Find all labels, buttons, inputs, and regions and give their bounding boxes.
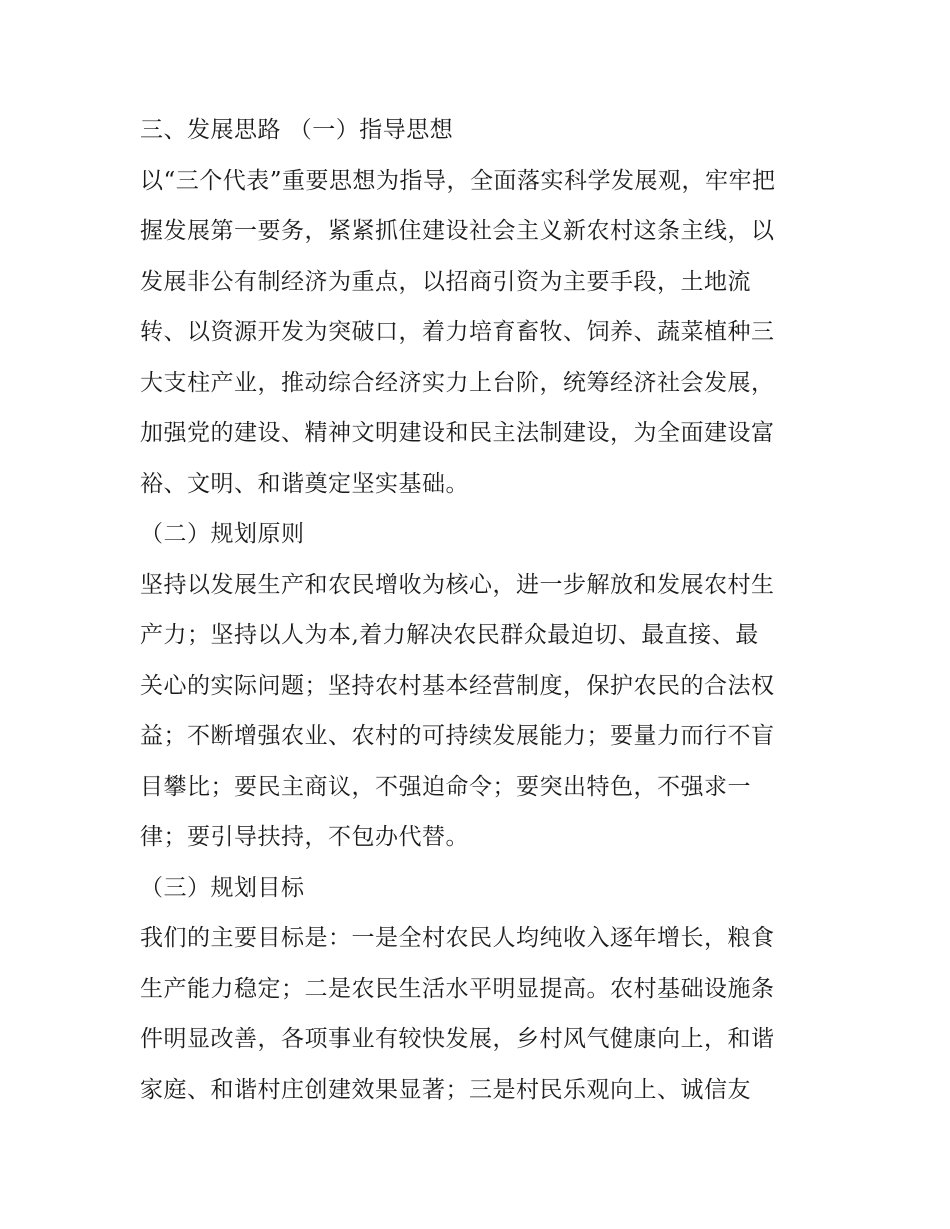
- paragraph-line: 大支柱产业，推动综合经济实力上台阶，统筹经济社会发展，: [140, 370, 775, 396]
- paragraph-line: 律；要引导扶持，不包办代替。: [140, 824, 469, 850]
- paragraph-line: 坚持以发展生产和农民增收为核心，进一步解放和发展农村生: [140, 572, 775, 598]
- section-heading-guiding-thought: 三、发展思路 （一）指导思想: [140, 117, 454, 143]
- paragraph-line: 生产能力稳定；二是农民生活水平明显提高。农村基础设施条: [140, 976, 775, 1002]
- paragraph-line: 件明显改善，各项事业有较快发展，乡村风气健康向上，和谐: [140, 1026, 775, 1052]
- paragraph-line: 家庭、和谐村庄创建效果显著；三是村民乐观向上、诚信友: [140, 1077, 751, 1103]
- paragraph-line: 转、以资源开发为突破口，着力培育畜牧、饲养、蔬菜植种三: [140, 319, 775, 345]
- paragraph-line: 裕、文明、和谐奠定坚实基础。: [140, 471, 469, 497]
- paragraph-line: 我们的主要目标是：一是全村农民人均纯收入逐年增长，粮食: [140, 925, 775, 951]
- paragraph-line: 益；不断增强农业、农村的可持续发展能力；要量力而行不盲: [140, 723, 775, 749]
- paragraph-line: 目攀比；要民主商议，不强迫命令；要突出特色，不强求一: [140, 774, 751, 800]
- paragraph-line: 以“三个代表”重要思想为指导，全面落实科学发展观，牢牢把: [140, 168, 776, 194]
- paragraph-line: 产力；坚持以人为本,着力解决农民群众最迫切、最直接、最: [140, 622, 759, 648]
- section-heading-planning-goals: （三）规划目标: [140, 875, 305, 901]
- paragraph-line: 握发展第一要务，紧紧抓住建设社会主义新农村这条主线，以: [140, 218, 775, 244]
- section-heading-planning-principles: （二）规划原则: [140, 521, 305, 547]
- paragraph-line: 关心的实际问题；坚持农村基本经营制度，保护农民的合法权: [140, 673, 775, 699]
- paragraph-line: 发展非公有制经济为重点，以招商引资为主要手段，土地流: [140, 269, 751, 295]
- paragraph-line: 加强党的建设、精神文明建设和民主法制建设，为全面建设富: [140, 420, 775, 446]
